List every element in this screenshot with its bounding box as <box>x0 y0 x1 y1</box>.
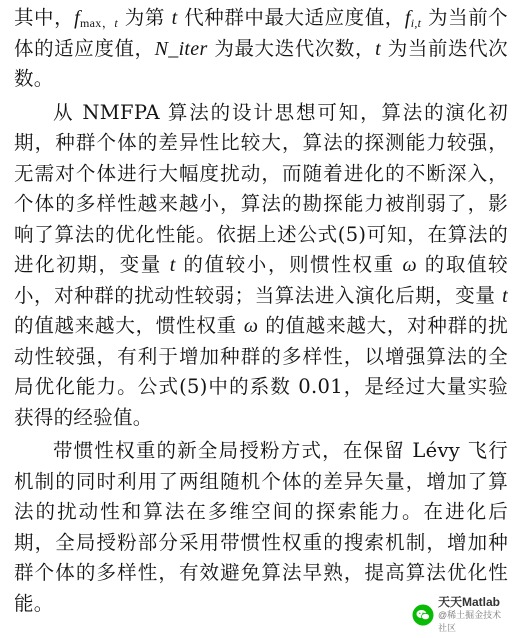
math-subscript: t <box>114 16 119 30</box>
text-run: 代种群中最大适应度值， <box>177 6 405 29</box>
watermark <box>412 594 510 633</box>
watermark-name: 天天Matlab <box>438 594 501 609</box>
text-run: 为最大迭代次数， <box>207 36 376 60</box>
paragraph-3 <box>14 436 508 619</box>
math-subscript: ， <box>101 16 115 30</box>
paragraph-2 <box>14 98 508 434</box>
text-run: 的值较小，则惯性权重 <box>175 253 403 276</box>
math-variable-t: t <box>375 37 381 60</box>
text-run: 带惯性权重的新全局授粉方式，在保留 Lévy 飞行机制的同时利用了两组随机个体的差异矢量，增加了算法的扰动性和算法在多维空间的探索能力。在进化后期，全局授粉部分采用带惯性权重的搜索机制，增加种群个体的多样性，有效避免算法早熟，提高算法优化性能。 <box>14 439 508 615</box>
math-symbol: f <box>74 7 81 29</box>
math-variable-omega: ω <box>243 315 259 337</box>
math-subscript: max <box>80 16 102 30</box>
paragraph-1 <box>14 3 508 95</box>
text-run: 的取值较小，对种群的扰动性较弱；当算法进入演化后期，变量 <box>14 253 508 307</box>
math-subscript: i,t <box>410 16 422 30</box>
text-run: 为第 <box>118 6 172 29</box>
text-run: 为当前迭代次数。 <box>14 36 508 90</box>
math-f-i-t <box>405 7 421 29</box>
math-variable-t: t <box>502 284 508 307</box>
watermark-text <box>438 596 510 635</box>
math-variable-t: t <box>169 254 176 276</box>
math-variable-omega: ω <box>402 254 417 276</box>
text-run: 从 NMFPA 算法的设计思想可知，算法的演化初期，种群个体的差异性比较大，算法的探测能力较强，无需对个体进行大幅度扰动，而随着进化的不断深入，个体的多样性越来越小，算法的勘探能力被削弱了，影响了算法的优化性能。依据上述公式(5)可知，在算法的进化初期，变量 <box>14 100 508 276</box>
math-variable-n-iter: N_iter <box>154 37 208 60</box>
text-run: 的值越来越大，惯性权重 <box>14 314 244 337</box>
text-run: 的值越来越大，对种群的扰动性较强，有利于增加种群的多样性，以增强算法的全局优化能力。公式(5)中的系数 0.01，是经过大量实验获得的经验值。 <box>14 314 508 429</box>
document-page <box>14 3 508 619</box>
math-symbol: f <box>404 7 411 29</box>
watermark-subtitle: @稀土掘金技术社区 <box>438 609 502 633</box>
text-run: 为当前个体的适应度值， <box>14 6 508 60</box>
wechat-bubble-icon <box>412 604 434 626</box>
math-f-max-t <box>74 7 118 29</box>
text-run: 其中， <box>14 6 75 29</box>
math-variable-t: t <box>171 7 178 29</box>
